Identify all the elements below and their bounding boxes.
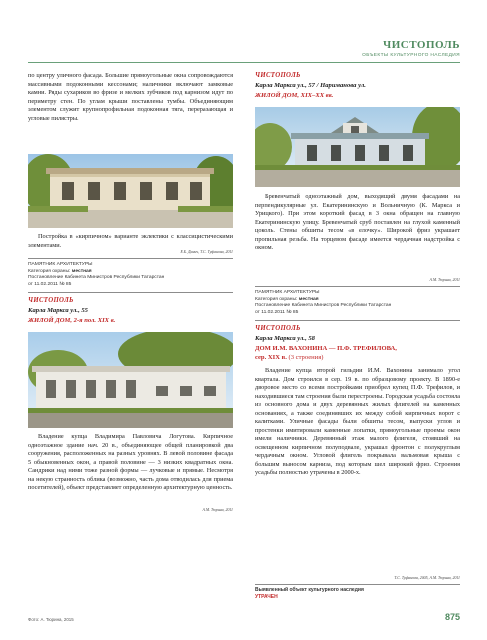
intro-paragraph: по центру уличного фасада. Большие прямоугольные окна сопровождаются массивными подоконными кессонами; наличники включают замковые камни. Ряды сухариков во фризе и мелких зубчиков под карнизом идут по периметру стен. По углам крыши поставлены тумбы. Объединяющим элементом служит крупнопрофильная подоконная тяга, переразающая и угловые пилястры. bbox=[28, 72, 233, 122]
header-divider bbox=[28, 62, 460, 63]
monument2-divider bbox=[255, 286, 460, 287]
section2-paragraph: Владение купца Владимира Павловича Логутова. Кирпичное одноэтажное здание нач. 20 в., объединяющее общей планировкой два сооружения, расположенных на разных уровнях. В левой половине фасада 5 обыкновенных окон, а правой половине — 3 низких квадратных окна. Сандрики над ними тоже разной формы — лучковые и прямые. Несмотря на некую странность облика (возможно, часть дома отводилась для приема посетителей), объект представляет определенную архитектурную ценность. bbox=[28, 433, 233, 491]
section3-credit: Т.С. Туфанова, 2005, А.М. Тюрина, 2011 bbox=[394, 576, 460, 580]
monument1-category-label: Категория охраны: bbox=[28, 268, 71, 274]
section3-object-note: (3 строения) bbox=[288, 353, 324, 361]
monument1-decree: Постановление Кабинета Министров Республики Татарстан bbox=[28, 275, 165, 281]
section1-credit: А.М. Тюрина, 2011 bbox=[429, 278, 460, 282]
photo-house-55 bbox=[28, 332, 233, 428]
monument1-info bbox=[28, 262, 233, 288]
section3-paragraph: Владение купца второй гильдии И.М. Вахонина занимало угол квартала. Дом строился в сер. 19 в. по образцовому проекту. В 1890-е дворовое место со всеми постройками приобрел купец П.Ф. Трефилов, и находившиеся там строения были перестроены. Городская усадьба состояла из основного дома и двух деревянных жилых флигелей на каменных основаниях, а также соединявших их между собой кирпичных ворот с калитками. Уличные фасады были обшиты тесом, выпуски углов и простенки имитировали каменные лопатки, прямоугольные проемы окон имели наличники. Деревянный этаж малого флигеля, стоявший на освещенном кирпичном полуподвале, украшал фронтон с полукруглым чердачным окном. Угловой флигель покрывала вальмовая крыша с большим выносом карниза, под которым шел широкий фриз. Строения усадьбы полностью утрачены в 2000-х. bbox=[255, 367, 461, 476]
section3-object bbox=[255, 345, 460, 363]
section2-object: ЖИЛОЙ ДОМ, 2-я пол. XIX в. bbox=[28, 317, 116, 324]
monument2-category-label: Категория охраны: bbox=[255, 296, 298, 302]
photo-house-57 bbox=[255, 107, 460, 187]
section3-object-date: сер. XIX в. bbox=[255, 353, 287, 361]
lost-status bbox=[255, 587, 460, 600]
section3-divider bbox=[255, 320, 460, 321]
section2-credit: А.М. Тюрина, 2011 bbox=[202, 508, 233, 512]
page-number: 875 bbox=[444, 612, 460, 622]
monument2-info bbox=[255, 290, 460, 316]
page-header-subtitle: ОБЪЕКТЫ КУЛЬТУРНОГО НАСЛЕДИЯ bbox=[362, 53, 460, 58]
section1-paragraph: Бревенчатый одноэтажный дом, выходящий двумя фасадами на перпендикулярные ул. Екатерининскую и Вольничную (К. Маркса и Урицкого). При этом короткий фасад в 3 окна обращен на главную Екатерининскую улицу. Бревенчатый сруб поставлен на глухой каменный цоколь. Стены обшиты тесом «в елочку». Широкой фриз украшает пропильная резьба. На торцевом фасаде имеется чердачная надстройка с окном. bbox=[255, 193, 460, 251]
page-header-title: ЧИСТОПОЛЬ bbox=[383, 39, 460, 51]
monument1-date: от 11.02.2011 № 85 bbox=[28, 281, 72, 287]
section2-address: Карла Маркса ул., 55 bbox=[28, 307, 88, 314]
photo1-caption: Постройка в «кирпичном» варианте эклектики с классицистическими элементами. bbox=[28, 233, 233, 249]
lost-status-label: Выявленный объект культурного наследия bbox=[255, 587, 364, 593]
lost-status-value: УТРАЧЕН bbox=[255, 593, 278, 600]
section1-city: ЧИСТОПОЛЬ bbox=[255, 72, 301, 79]
monument1-divider bbox=[28, 258, 233, 259]
section2-divider bbox=[28, 292, 233, 293]
section1-object: ЖИЛОЙ ДОМ, XIX–XX вв. bbox=[255, 92, 334, 99]
section3-object-line1: ДОМ И.М. ВАХОНИНА — П.Ф. ТРЕФИЛОВА, bbox=[255, 345, 397, 352]
section1-address: Карла Маркса ул., 57 / Нариманова ул. bbox=[255, 82, 366, 89]
photo1-credit: Е.Б. Данич, Т.С. Туфанова, 2011 bbox=[180, 250, 233, 254]
section3-address: Карла Маркса ул., 58 bbox=[255, 335, 315, 342]
section3-city: ЧИСТОПОЛЬ bbox=[255, 325, 301, 332]
lost-divider bbox=[255, 584, 460, 585]
photo-house-55-57-left bbox=[28, 154, 233, 228]
section2-city: ЧИСТОПОЛЬ bbox=[28, 297, 74, 304]
footer-photo-credit: Фото: А. Тюрина, 2015 bbox=[28, 617, 74, 622]
section3-object-line2 bbox=[255, 354, 460, 363]
monument2-category-value: местная bbox=[298, 296, 319, 302]
monument1-type: ПАМЯТНИК АРХИТЕКТУРЫ bbox=[28, 262, 93, 267]
monument1-category-value: местная bbox=[71, 268, 92, 274]
monument2-decree: Постановление Кабинета Министров Республики Татарстан bbox=[255, 303, 392, 309]
monument2-date: от 11.02.2011 № 85 bbox=[255, 309, 299, 315]
monument2-type: ПАМЯТНИК АРХИТЕКТУРЫ bbox=[255, 290, 320, 295]
